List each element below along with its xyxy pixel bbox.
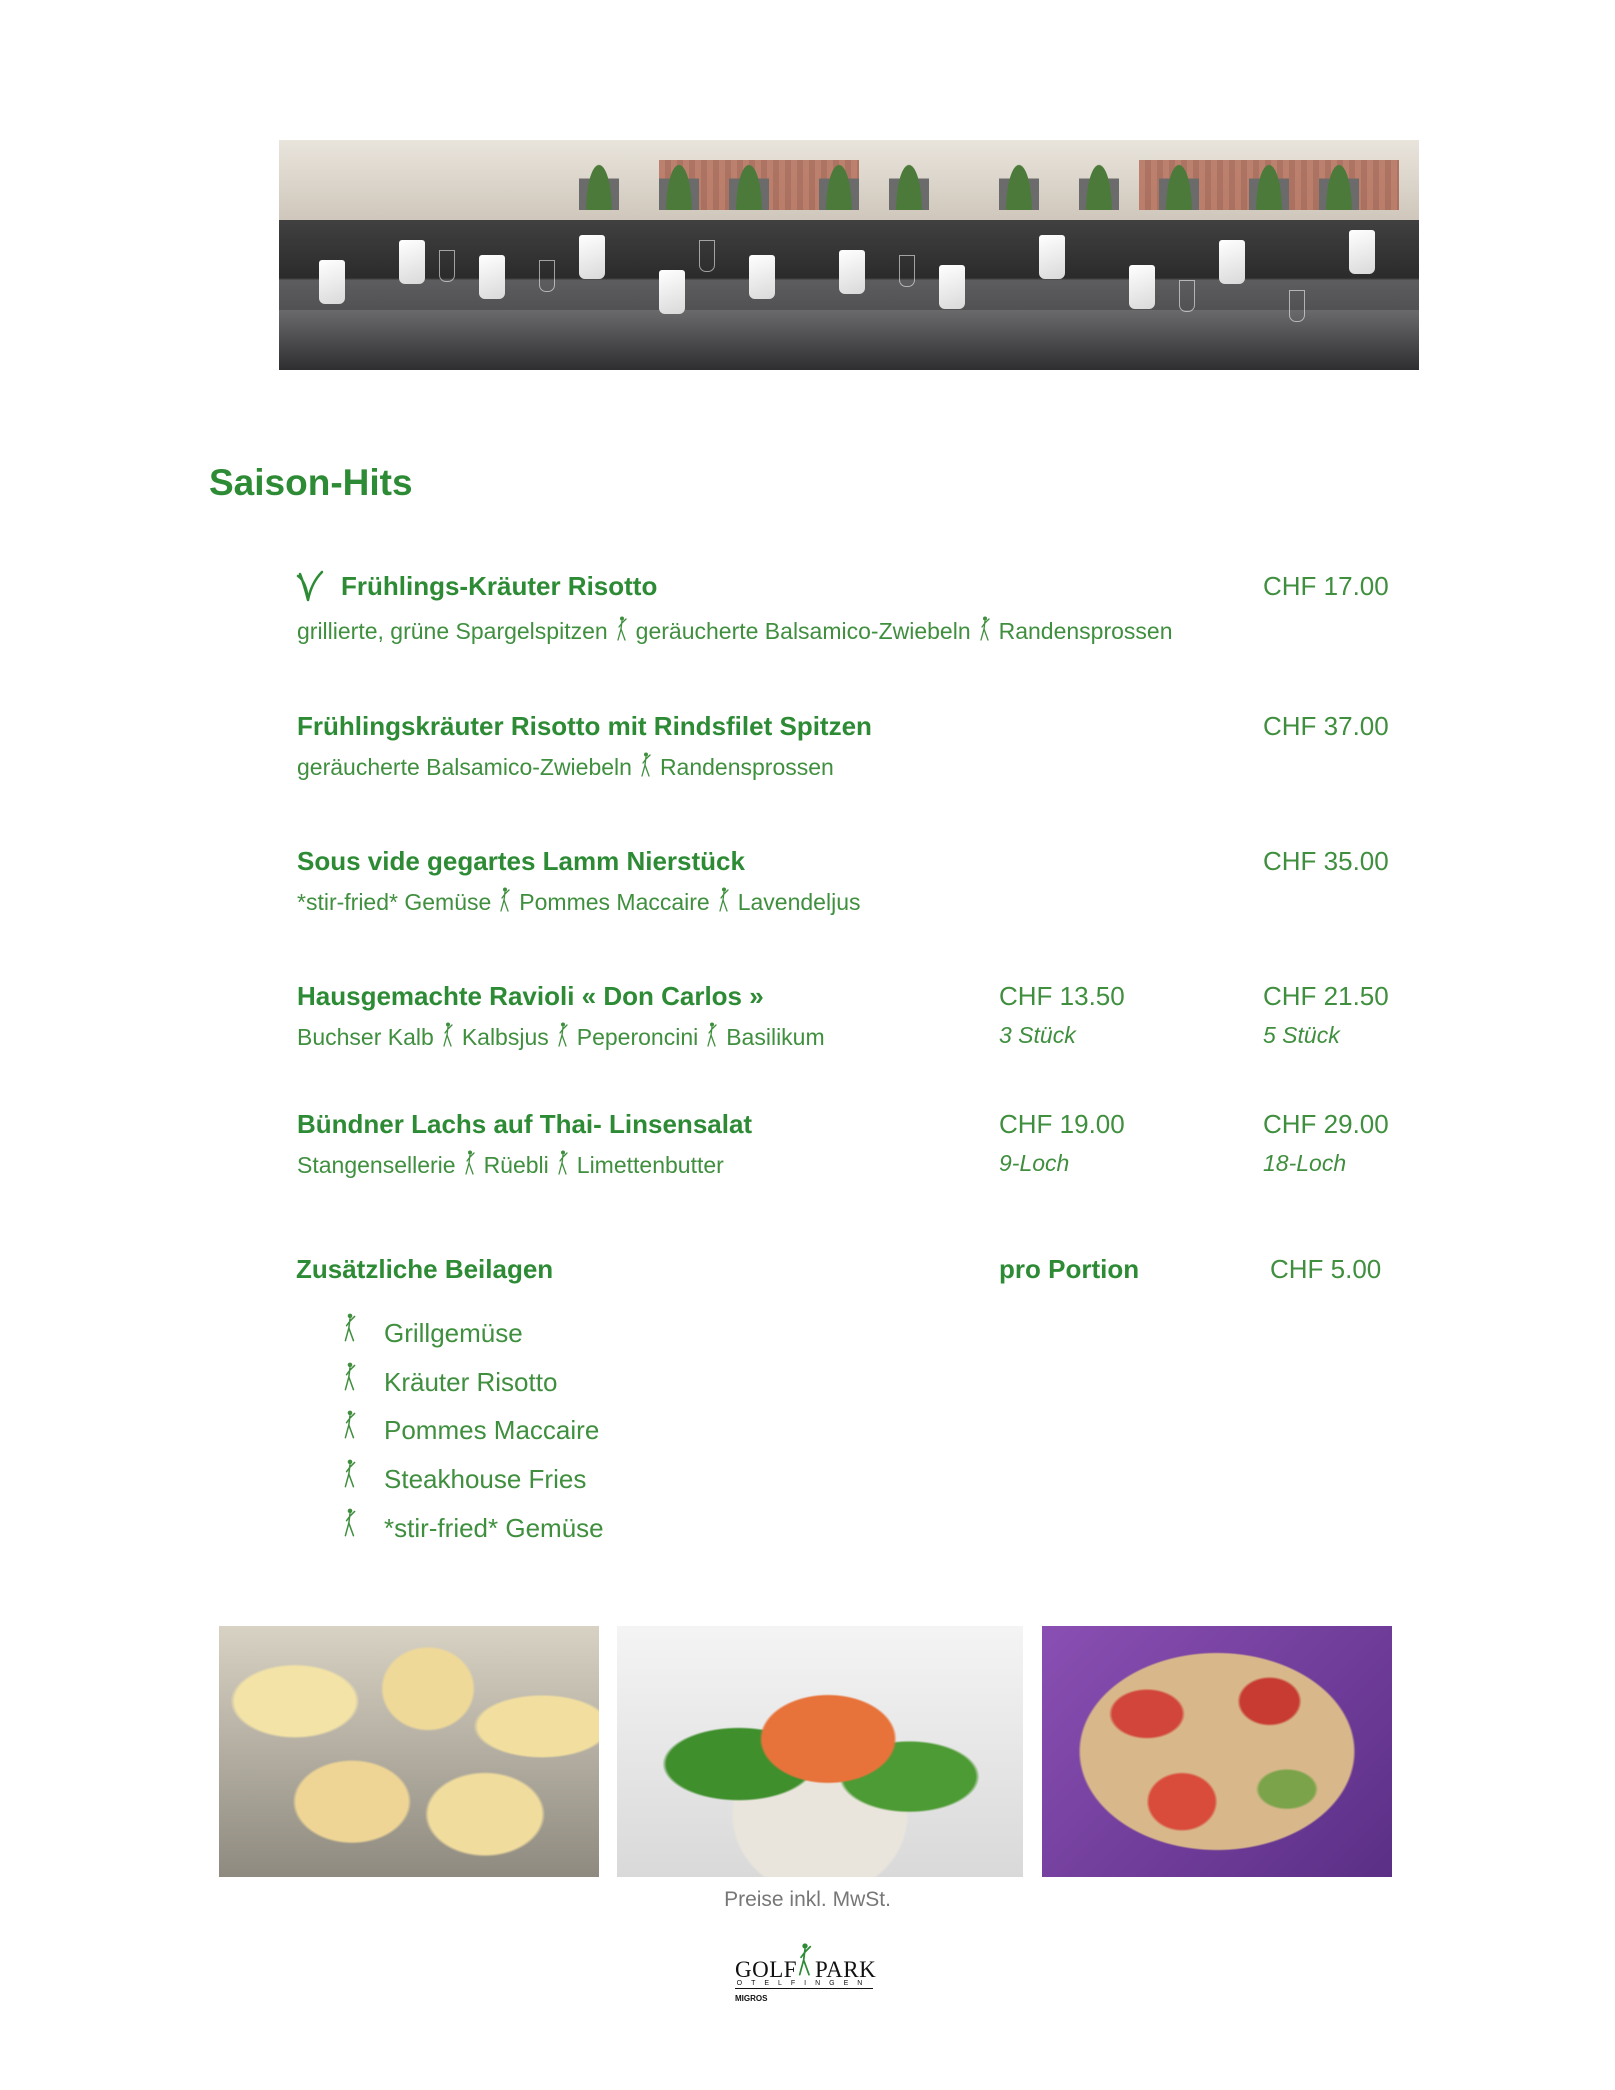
sides-title: Zusätzliche Beilagen [296,1254,554,1284]
dish-price-large: CHF 21.50 [1263,981,1389,1011]
golfer-icon [442,1022,454,1048]
dish-name: Hausgemachte Ravioli « Don Carlos » [297,981,764,1011]
dish-price-large: CHF 29.00 [1263,1109,1389,1139]
golfer-icon [979,616,991,642]
desc-part: Basilikum [726,1024,825,1050]
golfpark-logo [735,1935,875,2015]
logo-word-right: PARK [815,1957,877,1982]
portion-unit-large: 18-Loch [1263,1150,1347,1176]
golfer-icon [342,1362,358,1392]
golfer-icon [464,1150,476,1176]
side-item: Grillgemüse [384,1318,523,1348]
restaurant-photo [279,140,1419,370]
side-item: Pommes Maccaire [384,1415,600,1445]
page-title: Saison-Hits [209,462,413,503]
dish-description [297,1150,724,1179]
desc-part: Lavendeljus [737,889,861,915]
dish-name: Bündner Lachs auf Thai- Linsensalat [297,1109,753,1139]
desc-part: Stangensellerie [297,1152,456,1178]
side-item: Steakhouse Fries [384,1464,587,1494]
salmon-photo [617,1626,1023,1877]
dish-price: CHF 35.00 [1263,846,1389,876]
golfer-icon [342,1410,358,1440]
logo-town: OTELFINGEN [736,1980,872,1987]
golfer-icon [342,1313,358,1343]
desc-part: *stir-fried* Gemüse [297,889,492,915]
leaf-icon [296,570,324,602]
desc-part: geräucherte Balsamico-Zwiebeln [297,754,632,780]
sides-price: CHF 5.00 [1270,1254,1382,1284]
golfer-icon [797,1939,813,1981]
dish-name: Frühlings-Kräuter Risotto [341,571,658,601]
desc-part: Kalbsjus [461,1024,549,1050]
dish-description [297,1022,825,1051]
desc-part: geräucherte Balsamico-Zwiebeln [635,618,971,644]
dish-price: CHF 17.00 [1263,571,1389,601]
portion-unit-large: 5 Stück [1263,1022,1340,1048]
desc-part: Peperoncini [576,1024,699,1050]
desc-part: Pommes Maccaire [519,889,710,915]
desc-part: Randensprossen [998,618,1173,644]
logo-brand: MIGROS [735,1994,768,2003]
dish-name: Sous vide gegartes Lamm Nierstück [297,846,745,876]
dish-description [297,616,1173,645]
side-item: *stir-fried* Gemüse [384,1513,604,1543]
golfer-icon [718,887,730,913]
golfer-icon [342,1459,358,1489]
dish-price-small: CHF 19.00 [999,1109,1125,1139]
golfer-icon [557,1150,569,1176]
dish-name: Frühlingskräuter Risotto mit Rindsfilet Spitzen [297,711,872,741]
dish-description [297,752,834,781]
desc-part: Limettenbutter [576,1152,724,1178]
portion-unit-small: 3 Stück [999,1022,1076,1048]
logo-divider [735,1988,873,1989]
golfer-icon [499,887,511,913]
dish-price-small: CHF 13.50 [999,981,1125,1011]
ravioli-photo [219,1626,599,1877]
desc-part: Buchser Kalb [297,1024,434,1050]
side-item: Kräuter Risotto [384,1367,558,1397]
golfer-icon [342,1508,358,1538]
desc-part: Rüebli [483,1152,549,1178]
golfer-icon [640,752,652,778]
golfer-icon [616,616,628,642]
dish-price: CHF 37.00 [1263,711,1389,741]
golfer-icon [557,1022,569,1048]
portion-unit-small: 9-Loch [999,1150,1070,1176]
price-note: Preise inkl. MwSt. [724,1888,891,1911]
logo-word-left: GOLF [735,1957,798,1982]
per-portion-label: pro Portion [999,1254,1140,1284]
desc-part: grillierte, grüne Spargelspitzen [297,618,608,644]
golfer-icon [706,1022,718,1048]
quinoa-salad-photo [1042,1626,1392,1877]
dish-description [297,887,860,916]
desc-part: Randensprossen [659,754,834,780]
